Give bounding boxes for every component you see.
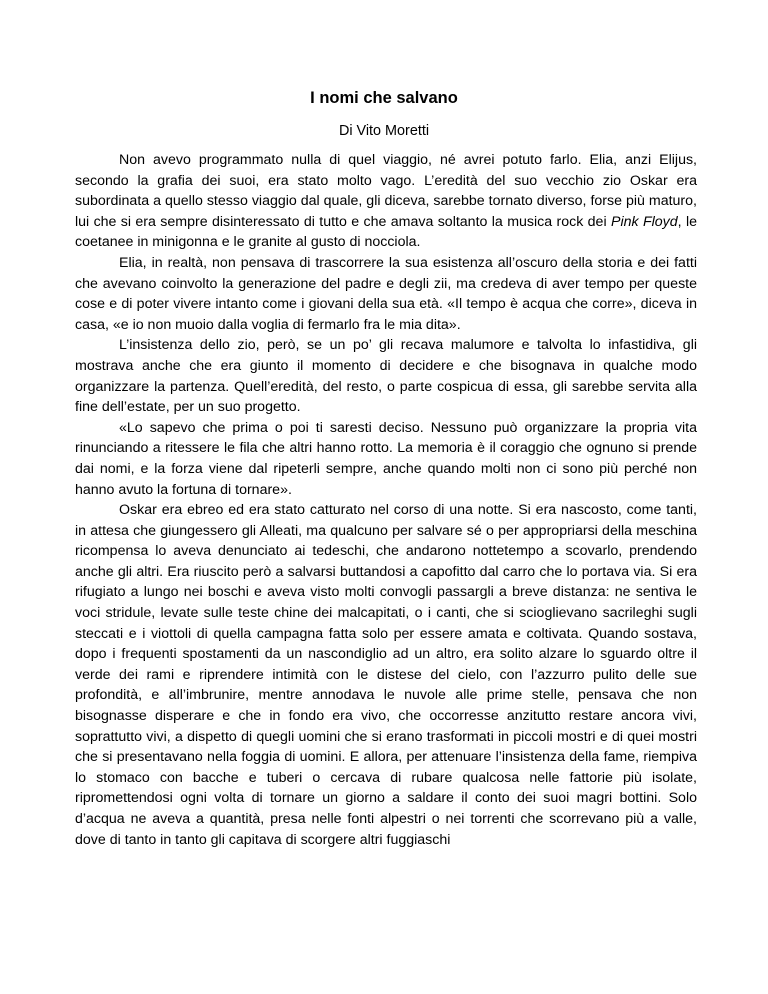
document-body <box>75 150 697 850</box>
body-paragraph <box>75 500 697 850</box>
text-run: Elia, in realtà, non pensava di trascorrere la sua esistenza all’oscuro della storia e dei fatti che avevano coinvolto la generazione del padre e degli zii, ma credeva di aver tempo per queste cose e di poter vivere intanto come i giovani della sua età. «Il tempo è acqua che corre», diceva in casa, «e io non muoio dalla voglia di fermarlo fra le mia dita». <box>75 254 697 333</box>
text-run: Non avevo programmato nulla di quel viaggio, né avrei potuto farlo. Elia, anzi Elijus, secondo la grafia dei suoi, era stato molto vago. L’eredità del suo vecchio zio Oskar era subordinata a quello stesso viaggio dal quale, gli diceva, sarebbe tornato diverso, forse più maturo, lui che si era sempre disinteressato di tutto e che amava soltanto la musica rock dei <box>75 152 697 230</box>
body-paragraph <box>75 418 697 500</box>
body-paragraph <box>75 150 697 253</box>
body-paragraph <box>75 253 697 335</box>
italic-text-run: Pink Floyd <box>610 213 678 230</box>
text-run: L’insistenza dello zio, però, se un po’ gli recava malumore e talvolta lo infastidiva, gli mostrava anche che era giunto il momento di decidere e che bisognava in qualche modo organizzare la partenza. Quell’eredità, del resto, o parte cospicua di essa, gli sarebbe servita alla fine dell’estate, per un suo progetto. <box>75 337 697 416</box>
document-title: I nomi che salvano <box>310 89 458 107</box>
body-paragraph <box>75 335 697 417</box>
author-byline: Di Vito Moretti <box>338 123 430 139</box>
text-run: , le coetanee in minigonna e le granite al gusto di nocciola. <box>75 213 698 251</box>
text-run: «Lo sapevo che prima o poi ti saresti deciso. Nessuno può organizzare la propria vita rinunciando a ritessere le fila che altri hanno rotto. La memoria è il coraggio che ognuno si prende dai nomi, e la forza viene dal ripeterli sempre, anche quando molti non ci sono più perché non hanno avuto la fortuna di tornare». <box>75 419 697 498</box>
text-run: Oskar era ebreo ed era stato catturato nel corso di una notte. Si era nascosto, come tanti, in attesa che giungessero gli Alleati, ma qualcuno per salvare sé o per appropriarsi della meschina ricompensa lo aveva denunciato ai tedeschi, che andarono nottetempo a scovarlo, prendendo anche gli altri. Era riuscito però a salvarsi buttandosi a capofitto dal carro che lo portava via. Si era rifugiato a lungo nei boschi e aveva visto molti convogli passargli a breve distanza: ne sentiva le voci stridule, levate sulle teste chine dei malcapitati, o i canti, che si scioglievano sacrileghi sugli steccati e i viottoli di quella campagna fatta solo per essere amata e coltivata. Quando sostava, dopo i frequenti spostamenti da un nascondiglio ad un altro, era solito alzare lo sguardo oltre il verde dei rami e riprendere intimità con le distese del cielo, con l’azzurro pulito delle sue profondità, e all’imbrunire, mentre annodava le nuvole alle prime stelle, pensava che non bisognasse disperare e che in fondo era vivo, che occorresse anzitutto restare ancora vivi, soprattutto vivi, a dispetto di quegli uomini che si erano trasformati in piccoli mostri e di quei mostri che si presentavano nella foggia di uomini. E allora, per attenuare l’insistenza della fame, riempiva lo stomaco con bacche e tuberi o cercava di rubare qualcosa nelle fattorie più isolate, ripromettendosi ogni volta di tornare un giorno a saldare il conto dei suoi magri bottini. Solo d’acqua ne aveva a quantità, presa nelle fonti alpestri o nei torrenti che scorrevano più a valle, dove di tanto in tanto gli capitava di scorgere altri fuggiaschi <box>75 502 697 848</box>
